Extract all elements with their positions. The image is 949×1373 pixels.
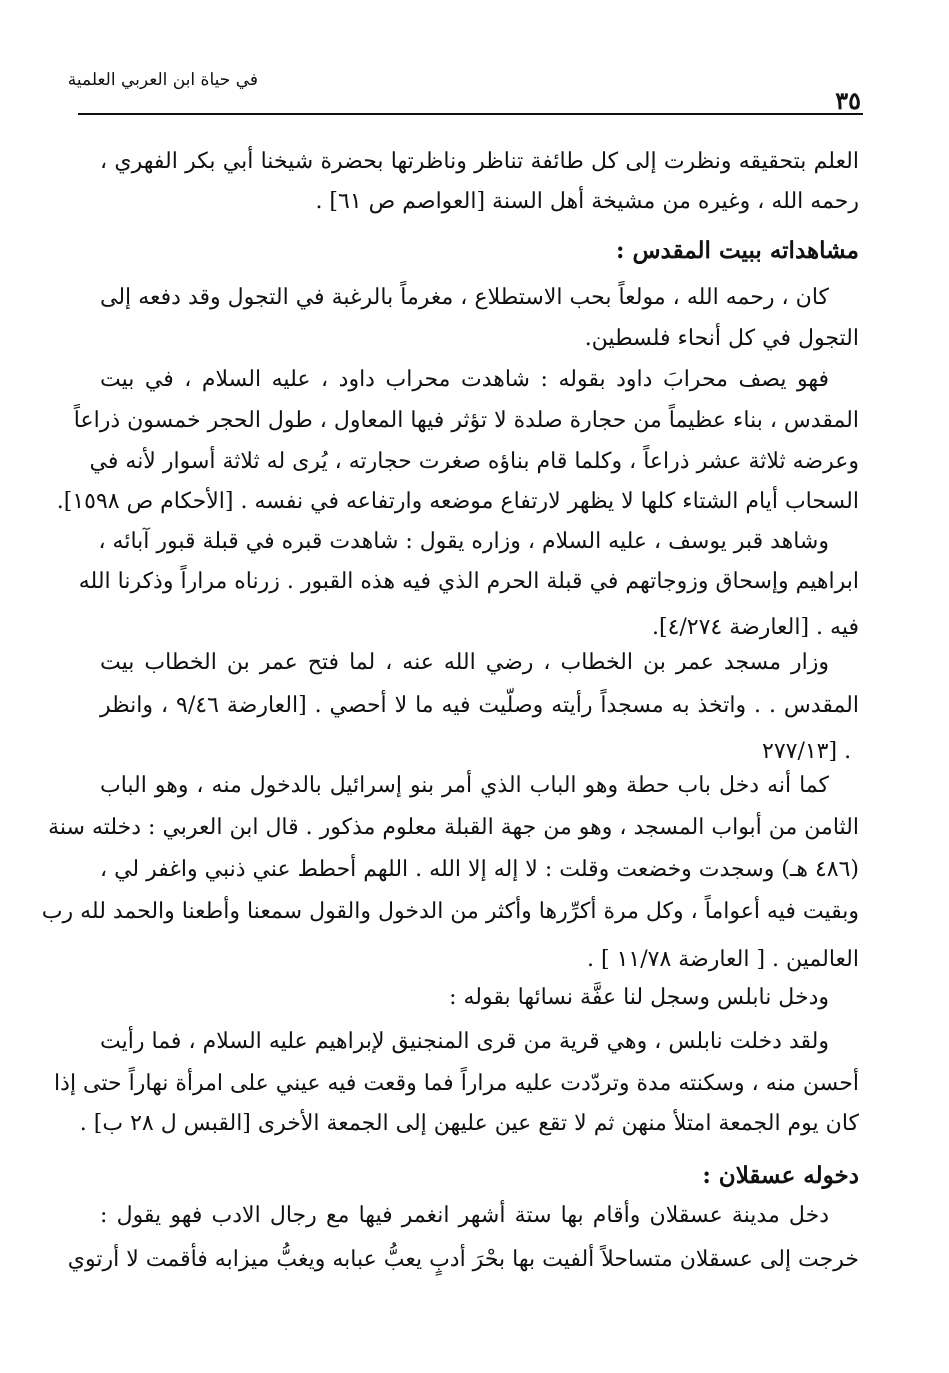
text-line: كان يوم الجمعة امتلأ منهن ثم لا تقع عين عليهن إلى الجمعة الأخرى [القبس ل ٢٨ ب] . — [79, 1111, 859, 1136]
text-line: دخل مدينة عسقلان وأقام بها ستة أشهر انغمر فيها مع رجال الادب فهو يقول : — [100, 1203, 829, 1228]
text-line: أحسن منه ، وسكنته مدة وتردّدت عليه مراراً فما وقعت فيه عيني على امرأة نهاراً حتى إذا — [54, 1071, 859, 1096]
text-line: كما أنه دخل باب حطة وهو الباب الذي أمر بنو إسرائيل بالدخول منه ، وهو الباب — [100, 773, 829, 798]
text-line: ولقد دخلت نابلس ، وهي قرية من قرى المنجنيق لإبراهيم عليه السلام ، فما رأيت — [100, 1029, 829, 1054]
text-line: المقدس ، بناء عظيماً من حجارة صلدة لا تؤثر فيها المعاول ، طول الحجر خمسون ذراعاً — [73, 408, 859, 433]
text-line: العلم بتحقيقه ونظرت إلى كل طائفة تناظر وناظرتها بحضرة شيخنا أبي بكر الفهري ، — [100, 149, 859, 174]
running-header-title: في حياة ابن العربي العلمية — [67, 70, 258, 90]
text-line: المقدس . . واتخذ به مسجداً رأيته وصلّيت فيه ما لا أحصي . [العارضة ٩/٤٦ ، وانظر — [100, 693, 859, 718]
text-line: ودخل نابلس وسجل لنا عفَّة نسائها بقوله : — [449, 985, 829, 1010]
text-line: السحاب أيام الشتاء كلها لا يظهر لارتفاع موضعه وارتفاعه في نفسه . [الأحكام ص ١٥٩٨]. — [56, 489, 859, 514]
text-line: فيه . [العارضة ٤/٢٧٤]. — [651, 615, 859, 640]
text-line: العالمين . [ العارضة ١١/٧٨ ] . — [587, 947, 859, 972]
section-heading: مشاهداته ببيت المقدس : — [615, 237, 859, 264]
page-number: ٣٥ — [835, 86, 861, 115]
text-line: . [٢٧٧/١٣ — [762, 739, 852, 764]
text-line: خرجت إلى عسقلان متساحلاً ألفيت بها بحْرَ أدبٍ يعبُّ عبابه ويغبُّ ميزابه فأقمت لا أرتوي — [67, 1247, 859, 1272]
text-line: وشاهد قبر يوسف ، عليه السلام ، وزاره يقول : شاهدت قبره في قبلة قبور آبائه ، — [98, 529, 829, 554]
text-line: ابراهيم وإسحاق وزوجاتهم في قبلة الحرم الذي فيه هذه القبور . زرناه مراراً وذكرنا الله — [78, 569, 859, 594]
text-line: فهو يصف محرابَ داود بقوله : شاهدت محراب داود ، عليه السلام ، في بيت — [100, 367, 829, 392]
header-divider — [78, 113, 863, 115]
section-heading: دخوله عسقلان : — [702, 1162, 859, 1189]
text-line: الثامن من أبواب المسجد ، وهو من جهة القبلة معلوم مذكور . قال ابن العربي : دخلته سنة — [48, 815, 859, 840]
text-line: وزار مسجد عمر بن الخطاب ، رضي الله عنه ، لما فتح عمر بن الخطاب بيت — [100, 650, 829, 675]
text-line: (٤٨٦ هـ) وسجدت وخضعت وقلت : لا إله إلا الله . اللهم أحطط عني ذنبي واغفر لي ، — [100, 857, 859, 882]
text-line: رحمه الله ، وغيره من مشيخة أهل السنة [العواصم ص ٦١] . — [315, 189, 859, 214]
text-line: وبقيت فيه أعواماً ، وكل مرة أكرِّرها وأكثر من الدخول والقول سمعنا وأطعنا والحمد لله رب — [41, 899, 859, 924]
text-line: التجول في كل أنحاء فلسطين. — [584, 326, 859, 351]
text-line: كان ، رحمه الله ، مولعاً بحب الاستطلاع ، مغرماً بالرغبة في التجول وقد دفعه إلى — [100, 285, 829, 310]
text-line: وعرضه ثلاثة عشر ذراعاً ، وكلما قام بناؤه صغرت حجارته ، يُرى له ثلاثة أسوار لأنه في — [89, 449, 859, 474]
